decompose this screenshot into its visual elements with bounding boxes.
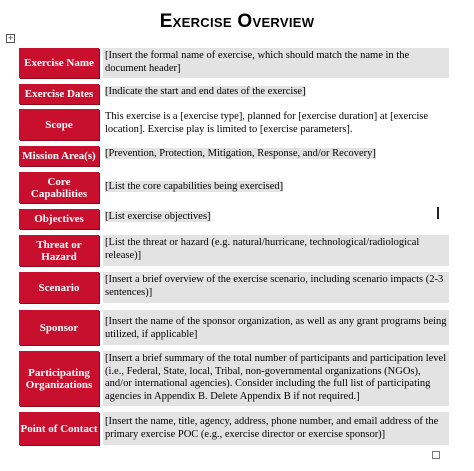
row-content[interactable]: [Insert a brief overview of the exercise scenario, including scenario impacts (2-3 sentences)] [103, 272, 449, 303]
row-content[interactable]: This exercise is a [exercise type], planned for [exercise duration] at [exercise location]. Exercise play is limited to [exercise parameters]. [105, 111, 429, 135]
row-content[interactable]: [Insert a brief summary of the total number of participants and participation level (i.e., Federal, State, local, Tribal, non-governmental organizations (NGOs), and/or international agencies). Consider including the full list of participating agencies in Appendix B. Delete Appendix B if not required.] [103, 351, 449, 406]
row-content[interactable] [103, 146, 449, 166]
row-label: Threat or Hazard [19, 235, 99, 266]
table-row [19, 310, 449, 345]
row-label: Mission Area(s) [19, 146, 99, 166]
row-content-text: [Prevention, Protection, Mitigation, Response, and/or Recovery] [105, 148, 376, 159]
row-content-text: [List the core capabilities being exercised] [105, 181, 284, 192]
row-content[interactable]: [List the threat or hazard (e.g. natural/hurricane, technological/radiological release)] [103, 235, 449, 266]
row-label: Scenario [19, 272, 99, 303]
table-resize-handle[interactable] [432, 451, 440, 459]
table-row [19, 84, 449, 104]
table-row [19, 146, 449, 166]
row-label: Core Capabilities [19, 172, 99, 203]
row-label: Exercise Name [19, 48, 99, 78]
row-label: Participating Organizations [19, 351, 99, 406]
table-row [19, 412, 449, 445]
page-title: Exercise Overview [159, 11, 315, 32]
row-label: Scope [19, 109, 99, 140]
row-content[interactable] [103, 172, 449, 203]
table-row [19, 235, 449, 266]
table-move-handle-icon[interactable]: + [7, 34, 14, 42]
row-label: Point of Contact [19, 412, 99, 445]
row-content-text: [List exercise objectives] [105, 211, 211, 222]
text-cursor [437, 207, 439, 219]
row-content[interactable]: [Insert the name, title, agency, address, phone number, and email address of the primary exercise POC (e.g., exercise director or exercise sponsor)] [103, 412, 449, 445]
table-row [19, 209, 449, 229]
row-content[interactable] [103, 209, 449, 229]
table-row [19, 48, 449, 78]
row-label: Objectives [19, 209, 99, 229]
table-row [19, 351, 449, 406]
row-content-text: [Indicate the start and end dates of the exercise] [105, 86, 306, 97]
row-content[interactable]: [Insert the name of the sponsor organization, as well as any grant programs being utilized, if applicable] [103, 310, 449, 345]
table-row [19, 109, 449, 140]
table-row [19, 172, 449, 203]
row-label: Sponsor [19, 310, 99, 345]
row-content[interactable]: [Insert the formal name of exercise, which should match the name in the document header] [103, 48, 449, 78]
row-content[interactable] [103, 84, 449, 104]
table-row [19, 272, 449, 303]
row-label: Exercise Dates [19, 84, 99, 104]
